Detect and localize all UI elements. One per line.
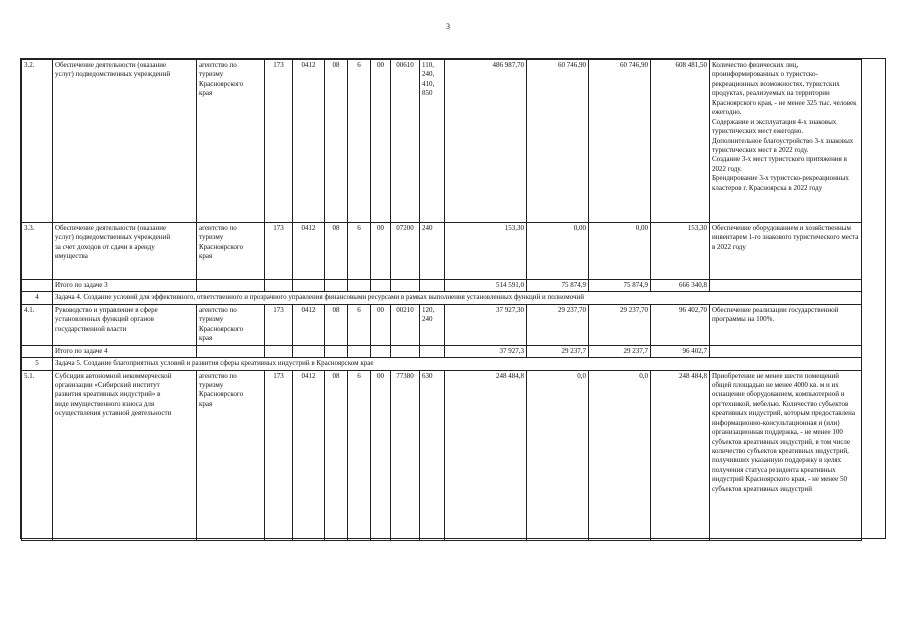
grbs-code: 173 [265, 60, 293, 223]
subprogram-code: 6 [348, 304, 371, 345]
measure-name: Обеспечение деятельности (оказание услуг) подведомственных учреждений за счет доходов от сдачи в аренду имущества [53, 223, 197, 280]
amount-year-2: 60 746,90 [527, 60, 589, 223]
row-number: 5.1. [22, 370, 53, 540]
amount-total: 153,30 [651, 223, 710, 280]
measure-name: Обеспечение деятельности (оказание услуг) подведомственных учреждений [53, 60, 197, 223]
amount-year-1: 486 987,70 [445, 60, 527, 223]
measure-code: 00 [371, 60, 391, 223]
rzpr-code: 0412 [293, 370, 325, 540]
subtotal-year-2: 29 237,7 [527, 345, 589, 357]
expected-result: Количество физических лиц, проинформированных о туристско- рекреационных возможностях, туристских продуктах, реализуемых на территории Красноярского края, - не менее 325 тыс. человек ежегодно. Содержание и эксплуатация 4-х знаковых туристических мест ежегодно. Дополнительное благоустройство 3-х знаковых туристических мест в 2022 году. Создание 3-х мест туристского притяжения в 2022 году. Брендирование 3-х туристско-рекреационных кластеров г. Красноярска в 2022 году [710, 60, 862, 223]
direction-code: 00210 [391, 304, 420, 345]
agency-cell: агентство по туризму Красноярского края [197, 304, 265, 345]
row-number: 3.2. [22, 60, 53, 223]
subtotal-total: 666 340,8 [651, 280, 710, 292]
expected-result: Приобретение не менее шести помещений общей площадью не менее 4000 кв. м и их оснащение оборудованием, компьютерной и оргтехникой, мебелью. Количество субъектов креативных индустрий, которым предоставлена информационно-консультационная и (или) организационная поддержка, - не менее 100 субъектов креативных индустрий, в том числе количество субъектов креативных индустрий, получивших указанную поддержку в целях получения статуса резидента креативных индустрий Красноярского края, - не менее 50 субъектов креативных индустрий [710, 370, 862, 540]
subprogram-code: 6 [348, 60, 371, 223]
row-number: 4.1. [22, 304, 53, 345]
amount-year-3: 29 237,70 [589, 304, 651, 345]
task-title: Задача 5. Создание благоприятных условий и развития сферы креативных индустрий в Красноярском крае [53, 358, 862, 370]
direction-code: 77380 [391, 370, 420, 540]
amount-year-1: 37 927,30 [445, 304, 527, 345]
subtotal-total: 96 402,7 [651, 345, 710, 357]
amount-year-2: 29 237,70 [527, 304, 589, 345]
amount-year-3: 0,00 [589, 223, 651, 280]
subtotal-year-2: 75 874,9 [527, 280, 589, 292]
grbs-code: 173 [265, 370, 293, 540]
measure-name: Субсидия автономной некоммерческой организации «Сибирский институт развития креативных индустрий» в виде имущественного взноса для осуществления уставной деятельности [53, 370, 197, 540]
amount-year-2: 0,0 [527, 370, 589, 540]
subtotal-label: Итого по задаче 4 [53, 345, 197, 357]
page-number: 3 [446, 22, 450, 31]
program-code: 08 [325, 370, 348, 540]
expense-type-code: 120, 240 [420, 304, 445, 345]
expense-type-code: 110, 240, 410, 850 [420, 60, 445, 223]
amount-year-1: 153,30 [445, 223, 527, 280]
amount-year-3: 0,0 [589, 370, 651, 540]
budget-table [21, 59, 862, 541]
task-number: 5 [22, 358, 53, 370]
direction-code: 00610 [391, 60, 420, 223]
table-row [22, 370, 862, 540]
row-number: 3.3. [22, 223, 53, 280]
table-row [22, 60, 862, 223]
measure-code: 00 [371, 304, 391, 345]
subtotal-row [22, 280, 862, 292]
amount-year-1: 248 484,8 [445, 370, 527, 540]
program-code: 08 [325, 223, 348, 280]
measure-name: Руководство и управление в сфере установленных функций органов государственной власти [53, 304, 197, 345]
measure-code: 00 [371, 223, 391, 280]
expected-result: Обеспечение оборудованием и хозяйственным инвентарем 1-го знакового туристического места в 2022 году [710, 223, 862, 280]
table-row [22, 223, 862, 280]
rzpr-code: 0412 [293, 304, 325, 345]
subtotal-label: Итого по задаче 3 [53, 280, 197, 292]
expected-result: Обеспечение реализации государственной программы на 100%. [710, 304, 862, 345]
subtotal-year-3: 75 874,9 [589, 280, 651, 292]
program-code: 08 [325, 60, 348, 223]
task-title: Задача 4. Создание условий для эффективного, ответственного и прозрачного управления финансовыми ресурсами в рамках выполнения установленных функций и полномочий [53, 292, 862, 304]
rzpr-code: 0412 [293, 60, 325, 223]
amount-total: 248 484,8 [651, 370, 710, 540]
expense-type-code: 240 [420, 223, 445, 280]
subtotal-row [22, 345, 862, 357]
measure-code: 00 [371, 370, 391, 540]
task-row [22, 292, 862, 304]
task-row [22, 358, 862, 370]
amount-year-2: 0,00 [527, 223, 589, 280]
amount-total: 96 402,70 [651, 304, 710, 345]
grbs-code: 173 [265, 304, 293, 345]
subprogram-code: 6 [348, 370, 371, 540]
agency-cell: агентство по туризму Красноярского края [197, 370, 265, 540]
subtotal-year-1: 37 927,3 [445, 345, 527, 357]
program-code: 08 [325, 304, 348, 345]
subtotal-year-3: 29 237,7 [589, 345, 651, 357]
amount-total: 608 481,50 [651, 60, 710, 223]
direction-code: 07200 [391, 223, 420, 280]
amount-year-3: 60 746,90 [589, 60, 651, 223]
rzpr-code: 0412 [293, 223, 325, 280]
agency-cell: агентство по туризму Красноярского края [197, 223, 265, 280]
subprogram-code: 6 [348, 223, 371, 280]
table-row [22, 304, 862, 345]
task-number: 4 [22, 292, 53, 304]
agency-cell: агентство по туризму Красноярского края [197, 60, 265, 223]
subtotal-year-1: 514 591,0 [445, 280, 527, 292]
expense-type-code: 630 [420, 370, 445, 540]
budget-table-frame [20, 58, 886, 539]
grbs-code: 173 [265, 223, 293, 280]
